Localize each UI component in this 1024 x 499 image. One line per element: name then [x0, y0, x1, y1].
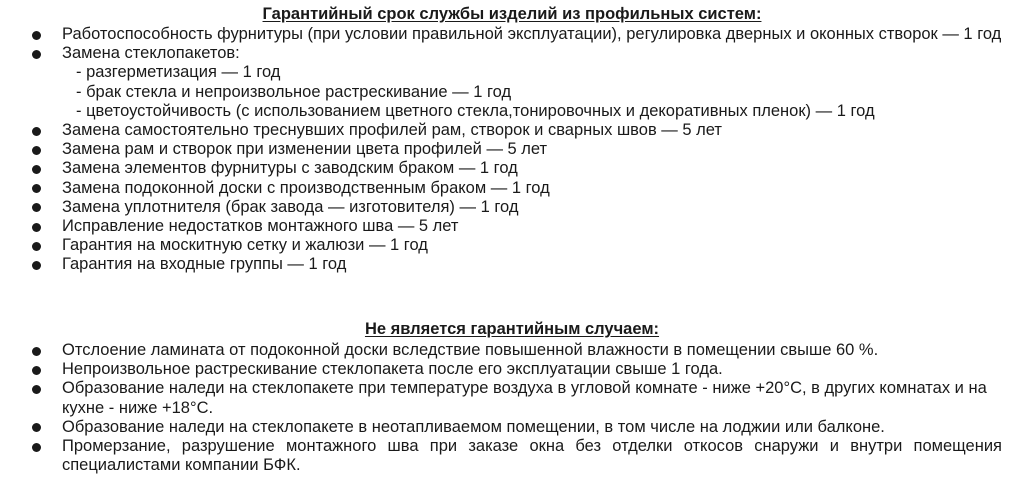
not-warranty-list: [0, 341, 1024, 475]
bullet-icon: [32, 50, 41, 59]
bullet-icon: [32, 203, 41, 212]
warranty-list: [0, 25, 1024, 275]
bullet-icon: [32, 146, 41, 155]
list-item: Гарантия на москитную сетку и жалюзи — 1 год: [0, 236, 1024, 255]
warranty-heading: Гарантийный срок службы изделий из профильных систем:: [262, 5, 762, 23]
list-item: Непроизвольное растрескивание стеклопакета после его эксплуатации свыше 1 года.: [0, 360, 1024, 379]
bullet-icon: [32, 443, 41, 452]
bullet-icon: [32, 127, 41, 136]
bullet-icon: [32, 347, 41, 356]
sub-item: - цветоустойчивость (с использованием цветного стекла,тонировочных и декоративных пленок) — 1 год: [76, 101, 875, 120]
bullet-icon: [32, 223, 41, 232]
bullet-icon: [32, 184, 41, 193]
glass-sublist: [62, 63, 1024, 121]
list-item: Образование наледи на стеклопакете в неотапливаемом помещении, в том числе на лоджии или балконе.: [0, 418, 1024, 437]
bullet-icon: [32, 31, 41, 40]
list-item: Замена рам и створок при изменении цвета профилей — 5 лет: [0, 140, 1024, 159]
list-item: Замена элементов фурнитуры с заводским браком — 1 год: [0, 159, 1024, 178]
list-item: Исправление недостатков монтажного шва — 5 лет: [0, 217, 1024, 236]
list-item: Работоспособность фурнитуры (при условии правильной эксплуатации), регулировка дверных и оконных створок — 1 год: [0, 25, 1024, 44]
sub-item: - разгерметизация — 1 год: [76, 63, 281, 82]
list-item: Замена стеклопакетов: - разгерметизация — 1 год - брак стекла и непроизвольное растрескивание — 1 год - цветоустойчивость (с использованием цветного стекла,тонировочных и декоративных пленок) — 1 год: [0, 44, 1024, 121]
not-warranty-heading: Не является гарантийным случаем:: [364, 320, 660, 338]
list-item: Образование наледи на стеклопакете при температуре воздуха в угловой комнате - ниже +20°С, в других комнатах и на кухне - ниже +18°С.: [0, 379, 1024, 417]
list-item: Замена подоконной доски с производственным браком — 1 год: [0, 179, 1024, 198]
sub-item: - брак стекла и непроизвольное растрескивание — 1 год: [76, 82, 512, 101]
bullet-icon: [32, 165, 41, 174]
list-item: Замена самостоятельно треснувших профилей рам, створок и сварных швов — 5 лет: [0, 121, 1024, 140]
bullet-icon: [32, 385, 41, 394]
bullet-icon: [32, 242, 41, 251]
bullet-icon: [32, 366, 41, 375]
list-item: Гарантия на входные группы — 1 год: [0, 255, 1024, 274]
bullet-icon: [32, 423, 41, 432]
list-item: Отслоение ламината от подоконной доски вследствие повышенной влажности в помещении свыше 60 %.: [0, 341, 1024, 360]
list-item: Замена уплотнителя (брак завода — изготовителя) — 1 год: [0, 198, 1024, 217]
list-item: Промерзание, разрушение монтажного шва при заказе окна без отделки откосов снаружи и внутри помещения специалистами компании БФК.: [0, 437, 1024, 475]
bullet-icon: [32, 261, 41, 270]
